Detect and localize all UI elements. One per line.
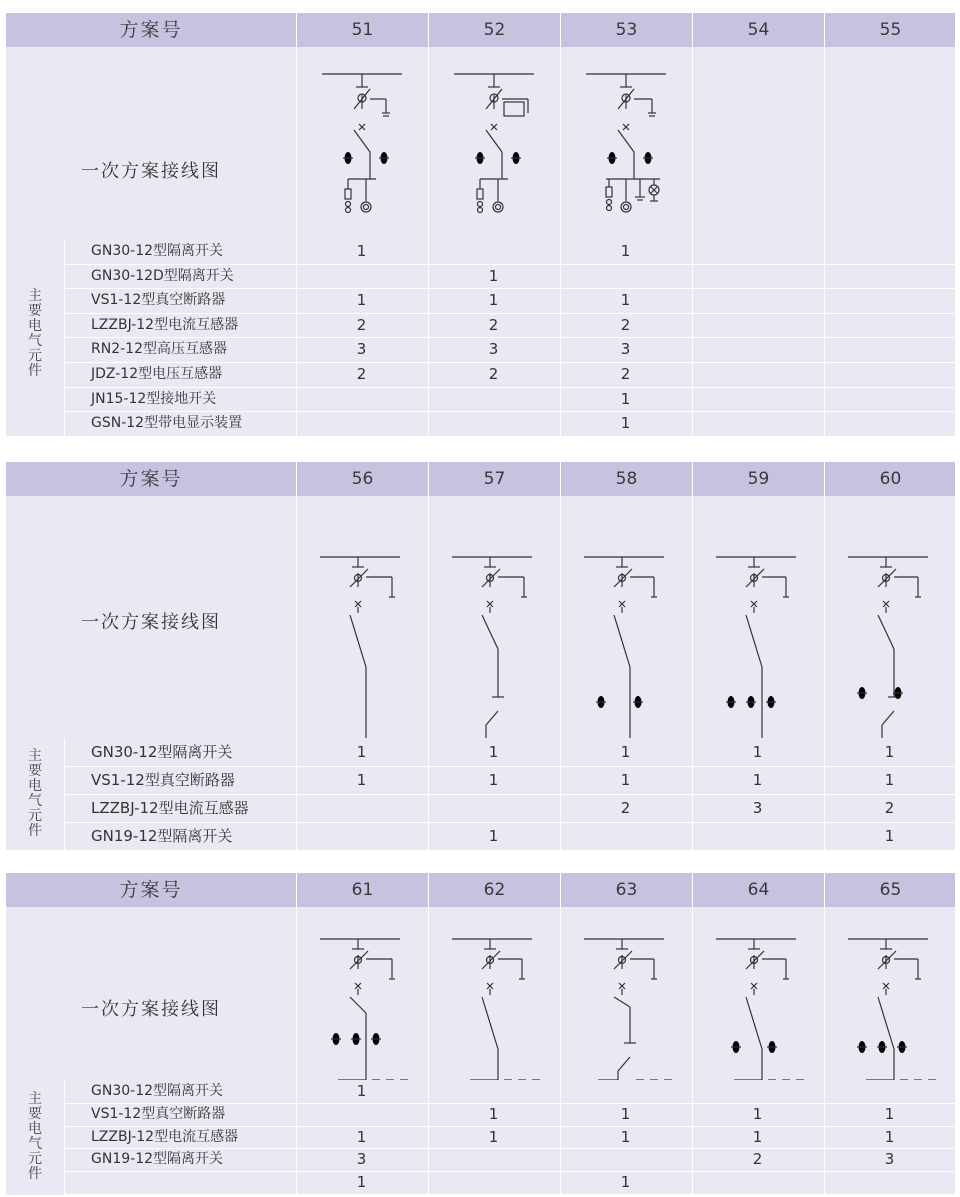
side-label-text: 主 要 电 气 元 件 — [28, 748, 42, 839]
component-name: GN30-12型隔离开关 — [91, 743, 233, 761]
component-quantity: 2 — [620, 799, 631, 817]
side-label — [6, 239, 65, 436]
component-quantity: 1 — [356, 1173, 367, 1192]
component-quantity: 1 — [884, 827, 895, 845]
wiring-diagram-58 — [584, 557, 672, 738]
scheme-number: 54 — [692, 13, 824, 47]
table-row — [64, 362, 955, 388]
component-quantity: 3 — [884, 1150, 895, 1169]
table-header — [6, 13, 955, 47]
scheme-table-2 — [6, 462, 955, 850]
wiring-diagram-63 — [584, 939, 672, 1080]
wiring-diagram-53 — [586, 74, 666, 212]
component-quantity: 1 — [356, 1082, 367, 1100]
scheme-number: 59 — [692, 462, 824, 496]
table-row — [64, 387, 955, 413]
table-row — [64, 288, 955, 314]
scheme-table-1 — [6, 13, 955, 436]
component-quantity: 1 — [620, 389, 631, 408]
component-name: LZZBJ-12型电流互感器 — [91, 799, 249, 817]
component-name: VS1-12型真空断路器 — [91, 1105, 226, 1122]
component-name: GSN-12型带电显示装置 — [91, 415, 243, 432]
component-name: GN30-12型隔离开关 — [91, 243, 224, 259]
component-name: RN2-12型高压互感器 — [91, 341, 227, 358]
scheme-number: 63 — [560, 873, 692, 907]
table-row — [64, 738, 955, 767]
wiring-diagram-51 — [322, 74, 402, 213]
table-row — [64, 337, 955, 363]
wiring-diagram-64 — [716, 939, 804, 1080]
component-name: VS1-12型真空断路器 — [91, 771, 235, 789]
component-quantity: 1 — [752, 1127, 763, 1146]
scheme-number: 62 — [428, 873, 560, 907]
scheme-number: 65 — [824, 873, 956, 907]
table-row — [64, 264, 955, 290]
wiring-diagram-62 — [452, 939, 540, 1080]
component-quantity: 1 — [356, 242, 367, 260]
component-quantity: 2 — [620, 315, 631, 334]
wiring-diagrams — [6, 47, 955, 239]
component-quantity: 1 — [356, 1127, 367, 1146]
component-quantity: 2 — [356, 315, 367, 334]
scheme-number: 60 — [824, 462, 956, 496]
component-name: JN15-12型接地开关 — [91, 390, 217, 407]
component-quantity: 1 — [356, 291, 367, 310]
scheme-table-3 — [6, 873, 955, 1195]
component-quantity: 3 — [488, 340, 499, 359]
diagram-label: 一次方案接线图 — [81, 999, 221, 1020]
table-row — [64, 822, 955, 851]
table-row — [64, 1103, 955, 1127]
side-label — [6, 1080, 65, 1195]
component-name: VS1-12型真空断路器 — [91, 292, 226, 309]
component-name: LZZBJ-12型电流互感器 — [91, 1128, 239, 1145]
table-row — [64, 766, 955, 795]
component-name: GN19-12型隔离开关 — [91, 827, 233, 845]
side-label-text: 主 要 电 气 元 件 — [28, 288, 42, 379]
component-quantity: 1 — [620, 743, 631, 761]
component-quantity: 2 — [356, 365, 367, 383]
side-label — [6, 738, 65, 850]
component-quantity: 3 — [356, 1150, 367, 1169]
component-quantity: 1 — [884, 1127, 895, 1146]
table-row — [64, 1080, 955, 1104]
component-quantity: 1 — [752, 1104, 763, 1123]
wiring-diagram-59 — [716, 557, 804, 738]
header-label: 方案号 — [119, 879, 183, 901]
scheme-number: 57 — [428, 462, 560, 496]
diagram-label: 一次方案接线图 — [81, 161, 221, 182]
component-quantity: 2 — [488, 365, 499, 383]
components-section — [6, 239, 955, 436]
wiring-diagram-56 — [320, 557, 408, 738]
component-quantity: 1 — [884, 1104, 895, 1123]
scheme-number: 56 — [296, 462, 428, 496]
component-quantity: 1 — [884, 743, 895, 761]
components-section — [6, 1080, 955, 1195]
component-quantity: 1 — [620, 1127, 631, 1146]
component-quantity: 1 — [488, 291, 499, 310]
table-header — [6, 462, 955, 496]
component-quantity: 3 — [356, 340, 367, 359]
wiring-diagram-row — [6, 47, 955, 239]
component-quantity: 1 — [488, 1104, 499, 1123]
scheme-number: 52 — [428, 13, 560, 47]
table-row — [64, 411, 955, 437]
component-quantity: 1 — [620, 291, 631, 310]
wiring-diagram-52 — [454, 74, 534, 213]
header-label: 方案号 — [119, 468, 183, 490]
component-quantity: 1 — [356, 771, 367, 789]
header-label: 方案号 — [119, 19, 183, 41]
side-label-text: 主 要 电 气 元 件 — [28, 1091, 42, 1182]
table-row — [64, 313, 955, 339]
scheme-number: 58 — [560, 462, 692, 496]
component-quantity: 1 — [752, 771, 763, 789]
component-name: GN30-12型隔离开关 — [91, 1083, 224, 1099]
scheme-number: 64 — [692, 873, 824, 907]
component-quantity: 2 — [620, 365, 631, 383]
table-row — [64, 239, 955, 265]
component-name: GN30-12D型隔离开关 — [91, 267, 234, 284]
scheme-number: 53 — [560, 13, 692, 47]
component-quantity: 1 — [488, 743, 499, 761]
diagram-label: 一次方案接线图 — [81, 612, 221, 633]
wiring-diagrams — [6, 907, 955, 1080]
table-row — [64, 1171, 955, 1195]
component-quantity: 1 — [620, 1173, 631, 1192]
wiring-diagram-row — [6, 496, 955, 738]
wiring-diagram-row — [6, 907, 955, 1080]
component-quantity: 2 — [884, 799, 895, 817]
scheme-number: 61 — [296, 873, 428, 907]
component-quantity: 1 — [356, 743, 367, 761]
component-name: JDZ-12型电压互感器 — [91, 366, 223, 382]
table-row — [64, 1126, 955, 1150]
component-quantity: 3 — [620, 340, 631, 359]
component-quantity: 1 — [488, 771, 499, 789]
table-header — [6, 873, 955, 907]
component-quantity: 2 — [488, 315, 499, 334]
scheme-number: 55 — [824, 13, 956, 47]
component-quantity: 1 — [752, 743, 763, 761]
scheme-number: 51 — [296, 13, 428, 47]
table-row — [64, 794, 955, 823]
component-quantity: 1 — [488, 266, 499, 285]
wiring-diagram-65 — [848, 939, 936, 1080]
component-quantity: 2 — [752, 1150, 763, 1169]
component-name: GN19-12型隔离开关 — [91, 1151, 224, 1168]
wiring-diagram-61 — [320, 939, 408, 1080]
component-quantity: 1 — [884, 771, 895, 789]
component-quantity: 1 — [620, 1104, 631, 1123]
table-row — [64, 1148, 955, 1172]
component-quantity: 1 — [620, 242, 631, 260]
component-name: LZZBJ-12型电流互感器 — [91, 316, 239, 333]
wiring-diagram-57 — [452, 557, 540, 738]
component-quantity: 1 — [620, 414, 631, 433]
component-quantity: 1 — [488, 827, 499, 845]
component-quantity: 1 — [620, 771, 631, 789]
component-quantity: 3 — [752, 799, 763, 817]
component-quantity: 1 — [488, 1127, 499, 1146]
wiring-diagrams — [6, 496, 955, 738]
wiring-diagram-60 — [848, 557, 936, 738]
components-section — [6, 738, 955, 850]
